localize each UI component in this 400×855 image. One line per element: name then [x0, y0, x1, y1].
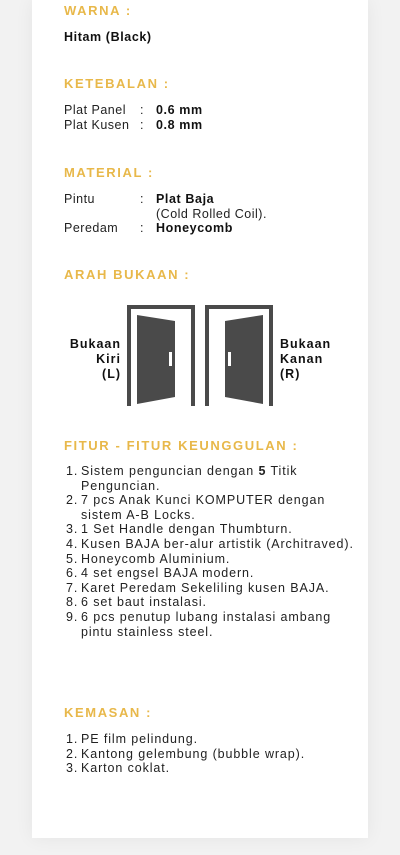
list-text-bold: 5: [258, 464, 267, 478]
door-right-open-icon: [205, 305, 273, 407]
list-number: 4.: [66, 536, 79, 551]
material-label: Peredam: [64, 221, 119, 235]
list-item: [64, 464, 354, 493]
material-label: Pintu: [64, 192, 95, 206]
colon: :: [140, 118, 144, 132]
list-item: [64, 610, 354, 639]
product-spec-card: [32, 0, 368, 838]
list-number: 3.: [66, 761, 79, 776]
list-text: 6 set baut instalasi.: [81, 595, 207, 610]
warna-heading: WARNA :: [64, 3, 132, 18]
warna-value: Hitam (Black): [64, 30, 152, 44]
ketebalan-row-panel: [64, 103, 354, 118]
list-number: 5.: [66, 551, 79, 566]
fitur-list: [64, 464, 354, 639]
material-note: (Cold Rolled Coil).: [156, 207, 267, 221]
list-text: 7 pcs Anak Kunci KOMPUTER dengan sistem A-B Locks.: [81, 493, 326, 522]
list-item: [64, 747, 354, 762]
list-text: Kantong gelembung (bubble wrap).: [81, 746, 306, 761]
door-right-label-line: Kanan: [280, 352, 324, 366]
material-note-row: [64, 207, 354, 222]
fitur-heading: FITUR - FITUR KEUNGGULAN :: [64, 438, 299, 453]
list-number: 3.: [66, 522, 79, 537]
list-text: 1 Set Handle dengan Thumbturn.: [81, 522, 293, 537]
list-item: [64, 537, 354, 552]
list-number: 2.: [66, 493, 79, 508]
colon: :: [140, 192, 144, 206]
material-value: Honeycomb: [156, 221, 233, 235]
ketebalan-label: Plat Panel: [64, 103, 126, 117]
colon: :: [140, 221, 144, 235]
door-right-label-line: Bukaan: [280, 337, 332, 351]
list-number: 1.: [66, 464, 79, 478]
door-left-label-line: Kiri: [96, 352, 121, 366]
ketebalan-value: 0.6 mm: [156, 103, 203, 117]
door-left-label-line: Bukaan: [69, 337, 121, 351]
list-item: [64, 581, 354, 596]
kemasan-heading: KEMASAN :: [64, 705, 153, 720]
material-row-peredam: [64, 221, 354, 236]
list-number: 6.: [66, 566, 79, 581]
list-item: [64, 732, 354, 747]
material-row-pintu: [64, 192, 354, 207]
list-text: Titik Penguncian.: [81, 464, 298, 493]
ketebalan-label: Plat Kusen: [64, 118, 130, 132]
ketebalan-row-kusen: [64, 118, 354, 133]
list-item: [64, 493, 354, 522]
list-item: [64, 761, 354, 776]
list-number: 1.: [66, 732, 79, 746]
kemasan-list: [64, 732, 354, 776]
list-number: 9.: [66, 609, 79, 624]
list-item: [64, 595, 354, 610]
material-value: Plat Baja: [156, 192, 215, 206]
ketebalan-value: 0.8 mm: [156, 118, 203, 132]
door-right-label-line: (R): [280, 367, 301, 381]
list-text: 4 set engsel BAJA modern.: [81, 566, 255, 581]
door-left-label: [65, 337, 121, 382]
list-number: 2.: [66, 746, 79, 761]
list-text: PE film pelindung.: [81, 732, 198, 746]
door-left-open-icon: [127, 305, 195, 407]
list-item: [64, 522, 354, 537]
list-text: Sistem penguncian dengan: [81, 464, 259, 478]
list-number: 7.: [66, 580, 79, 595]
list-text: Kusen BAJA ber-alur artistik (Architraved).: [81, 536, 354, 551]
list-item: [64, 552, 354, 567]
door-left-label-line: (L): [102, 367, 121, 381]
colon: :: [140, 103, 144, 117]
material-heading: MATERIAL :: [64, 165, 154, 180]
ketebalan-heading: KETEBALAN :: [64, 76, 170, 91]
arah-heading: ARAH BUKAAN :: [64, 267, 191, 282]
list-text: Karet Peredam Sekeliling kusen BAJA.: [81, 580, 330, 595]
list-text: Honeycomb Aluminium.: [81, 551, 231, 566]
door-right-label: [280, 337, 340, 382]
list-text: Karton coklat.: [81, 761, 171, 776]
list-text: 6 pcs penutup lubang instalasi ambang pintu stainless steel.: [81, 609, 332, 639]
list-item: [64, 566, 354, 581]
list-number: 8.: [66, 595, 79, 610]
